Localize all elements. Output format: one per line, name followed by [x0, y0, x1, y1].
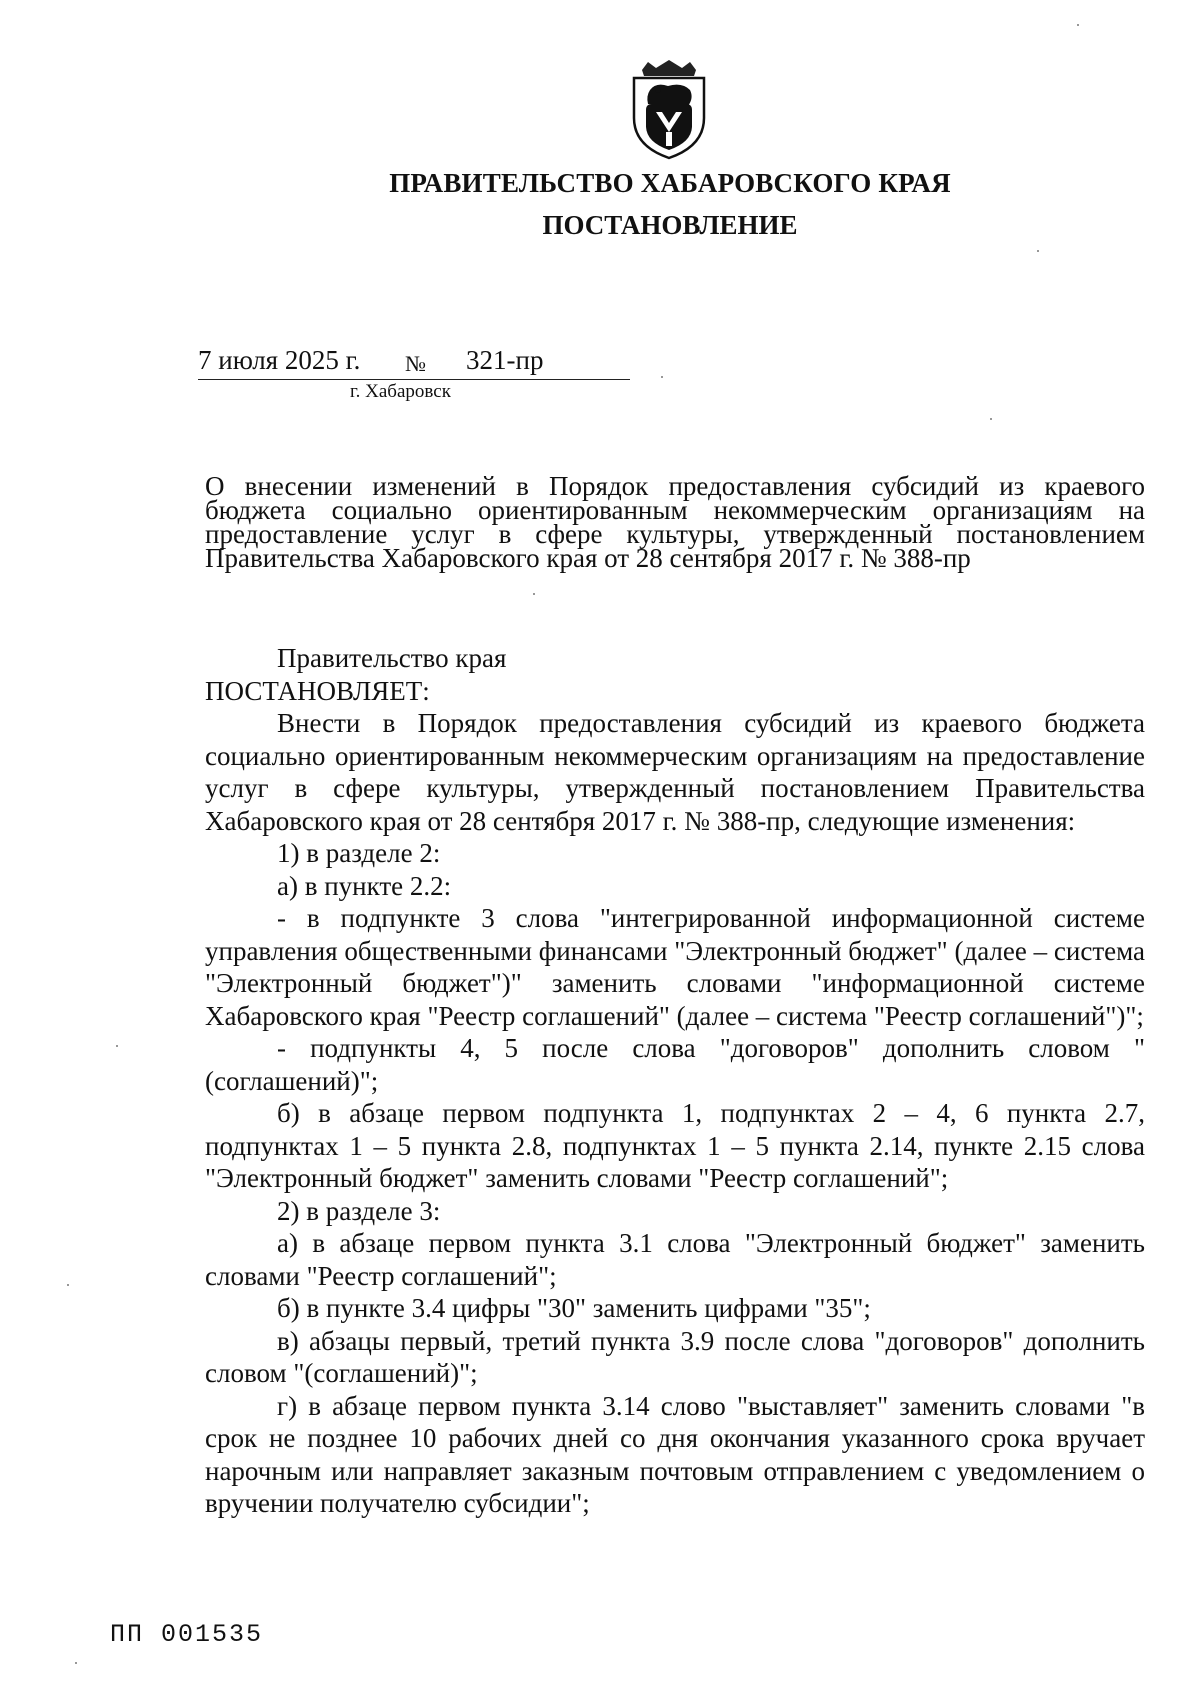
coat-of-arms-icon: [628, 60, 710, 160]
body-paragraph: а) в пункте 2.2:: [277, 870, 452, 901]
scan-speck: [990, 418, 992, 420]
number-sign: №: [405, 351, 426, 376]
document-body: [205, 642, 1145, 1520]
scan-speck: [533, 593, 535, 595]
body-paragraph: 1) в разделе 2:: [277, 838, 441, 868]
body-paragraph: б) в пункте 3.4 цифры "30" заменить цифрами "35";: [277, 1293, 871, 1323]
scan-speck: [1037, 250, 1039, 252]
scan-speck: [661, 376, 663, 378]
scan-speck: [1077, 24, 1079, 26]
body-paragraph: 2) в разделе 3:: [277, 1195, 441, 1226]
body-paragraph: б) в абзаце первом подпункта 1, подпунктах 2 – 4, 6 пункта 2.7, подпунктах 1 – 5 пункта 2.8, подпунктах 1 – 5 пункта 2.14, пункте 2.15 слова "Электронный бюджет" заменить словами "Реестр соглашений";: [205, 1098, 1145, 1193]
scan-speck: [67, 1284, 69, 1286]
body-paragraph: г) в абзаце первом пункта 3.14 слово "выставляет" заменить словами "в срок не позднее 10 рабочих дней со дня окончания указанного срока вручает нарочным или направляет заказным почтовым отправлением с уведомлением о вручении получателю субсидии";: [205, 1390, 1145, 1518]
document-subject: О внесении изменений в Порядок предоставления субсидий из краевого бюджета социально ориентированным некоммерческим организациям на предоставление услуг в сфере культуры, утвержденный постановлением Правительства Хабаровского края от 28 сентября 2017 г. № 388-пр: [205, 471, 1145, 573]
date-number-line: [198, 345, 630, 380]
document-type-title: ПОСТАНОВЛЕНИЕ: [542, 210, 798, 240]
body-paragraph: а) в абзаце первом пункта 3.1 слова "Электронный бюджет" заменить словами "Реестр соглашений";: [205, 1228, 1145, 1291]
document-number: 321-пр: [466, 345, 544, 375]
form-serial-code: ПП 001535: [110, 1620, 264, 1649]
body-paragraph: - подпункты 4, 5 после слова "договоров" дополнить словом "(соглашений)";: [205, 1033, 1145, 1096]
document-date: 7 июля 2025 г.: [198, 345, 361, 375]
body-paragraph: - в подпункте 3 слова "интегрированной информационной системе управления общественными финансами "Электронный бюджет" (далее – система "Электронный бюджет")" заменить словами "информационной системе Хабаровского края "Реестр соглашений" (далее – система "Реестр соглашений")";: [205, 903, 1145, 1031]
body-paragraph: в) абзацы первый, третий пункта 3.9 после слова "договоров" дополнить словом "(соглашений)";: [205, 1325, 1145, 1388]
government-title: ПРАВИТЕЛЬСТВО ХАБАРОВСКОГО КРАЯ: [389, 168, 951, 198]
body-resolves: ПОСТАНОВЛЯЕТ:: [205, 675, 430, 706]
body-intro: Правительство края: [277, 643, 507, 673]
scan-speck: [75, 1662, 77, 1664]
scan-speck: [116, 1045, 118, 1047]
body-paragraph: Внести в Порядок предоставления субсидий из краевого бюджета социально ориентированным некоммерческим организациям на предоставление услуг в сфере культуры, утвержденный постановлением Правительства Хабаровского края от 28 сентября 2017 г. № 388-пр, следующие изменения:: [205, 708, 1145, 836]
document-city: г. Хабаровск: [350, 381, 451, 402]
